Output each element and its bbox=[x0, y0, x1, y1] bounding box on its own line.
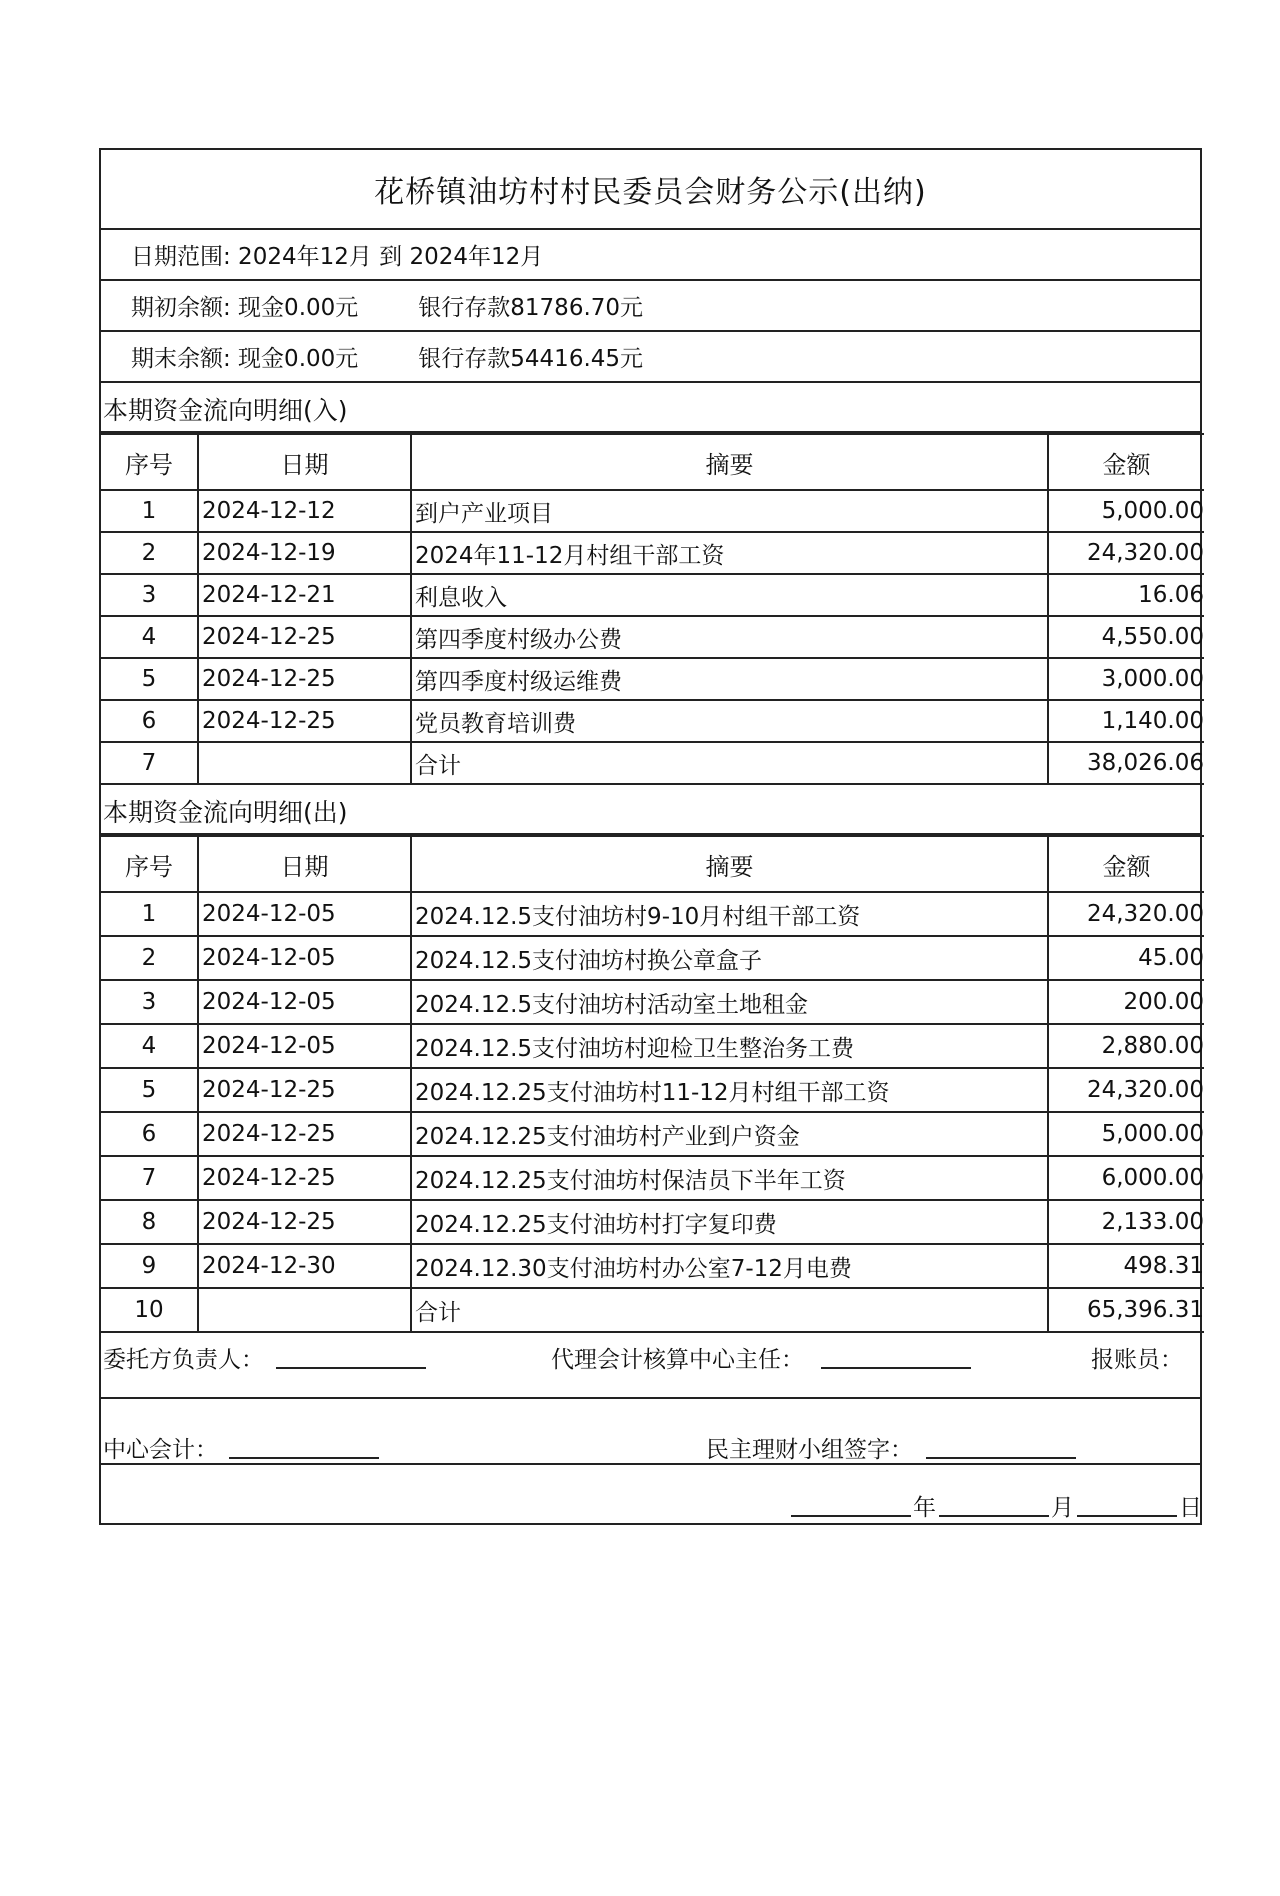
cell-no: 9 bbox=[101, 1244, 198, 1288]
header-no: 序号 bbox=[101, 836, 198, 892]
cell-summary: 2024.12.25支付油坊村打字复印费 bbox=[411, 1200, 1048, 1244]
cell-summary: 合计 bbox=[411, 742, 1048, 784]
opening-bank: 银行存款81786.70元 bbox=[418, 295, 644, 321]
header-summary: 摘要 bbox=[411, 836, 1048, 892]
cell-amount: 5,000.00 bbox=[1048, 1112, 1204, 1156]
cell-summary: 2024.12.25支付油坊村产业到户资金 bbox=[411, 1112, 1048, 1156]
income-table bbox=[101, 433, 1204, 785]
finance-group-signature-line bbox=[926, 1457, 1076, 1459]
cell-no: 7 bbox=[101, 1156, 198, 1200]
table-row bbox=[101, 1068, 1204, 1112]
cell-no: 6 bbox=[101, 700, 198, 742]
cell-amount: 498.31 bbox=[1048, 1244, 1204, 1288]
cell-summary: 2024年11-12月村组干部工资 bbox=[411, 532, 1048, 574]
closing-bank: 银行存款54416.45元 bbox=[418, 346, 644, 372]
cell-summary: 2024.12.25支付油坊村保洁员下半年工资 bbox=[411, 1156, 1048, 1200]
table-row bbox=[101, 490, 1204, 532]
cell-summary: 2024.12.5支付油坊村换公章盒子 bbox=[411, 936, 1048, 980]
cell-amount: 65,396.31 bbox=[1048, 1288, 1204, 1332]
cell-amount: 1,140.00 bbox=[1048, 700, 1204, 742]
cell-date: 2024-12-05 bbox=[198, 1024, 411, 1068]
signature-row-2 bbox=[101, 1399, 1200, 1465]
cell-summary: 2024.12.25支付油坊村11-12月村组干部工资 bbox=[411, 1068, 1048, 1112]
table-row bbox=[101, 936, 1204, 980]
cell-summary: 2024.12.5支付油坊村9-10月村组干部工资 bbox=[411, 892, 1048, 936]
cell-date: 2024-12-21 bbox=[198, 574, 411, 616]
table-row bbox=[101, 892, 1204, 936]
cell-date: 2024-12-25 bbox=[198, 1200, 411, 1244]
table-row bbox=[101, 1288, 1204, 1332]
bookkeeper-label: 报账员： bbox=[1091, 1347, 1183, 1373]
signature-row-1 bbox=[101, 1333, 1200, 1399]
center-accountant-label: 中心会计： bbox=[103, 1437, 218, 1463]
cell-amount: 38,026.06 bbox=[1048, 742, 1204, 784]
header-amount: 金额 bbox=[1048, 434, 1204, 490]
cell-amount: 4,550.00 bbox=[1048, 616, 1204, 658]
header-amount: 金额 bbox=[1048, 836, 1204, 892]
expense-header-row bbox=[101, 836, 1204, 892]
cell-date: 2024-12-05 bbox=[198, 936, 411, 980]
cell-summary: 合计 bbox=[411, 1288, 1048, 1332]
cell-amount: 24,320.00 bbox=[1048, 532, 1204, 574]
opening-balance bbox=[101, 281, 1200, 332]
cell-amount: 200.00 bbox=[1048, 980, 1204, 1024]
income-section-title: 本期资金流向明细(入) bbox=[101, 383, 1200, 433]
cell-amount: 6,000.00 bbox=[1048, 1156, 1204, 1200]
cell-date: 2024-12-19 bbox=[198, 532, 411, 574]
cell-date: 2024-12-25 bbox=[198, 616, 411, 658]
cell-no: 5 bbox=[101, 1068, 198, 1112]
center-accountant-signature-line bbox=[229, 1457, 379, 1459]
cell-summary: 2024.12.30支付油坊村办公室7-12月电费 bbox=[411, 1244, 1048, 1288]
cell-no: 1 bbox=[101, 490, 198, 532]
cell-no: 1 bbox=[101, 892, 198, 936]
table-row bbox=[101, 1156, 1204, 1200]
cell-amount: 24,320.00 bbox=[1048, 1068, 1204, 1112]
date-range bbox=[101, 230, 1200, 281]
cell-amount: 3,000.00 bbox=[1048, 658, 1204, 700]
center-director-signature-line bbox=[821, 1367, 971, 1369]
cell-summary: 2024.12.5支付油坊村迎检卫生整治务工费 bbox=[411, 1024, 1048, 1068]
cell-no: 5 bbox=[101, 658, 198, 700]
year-label: 年 bbox=[913, 1495, 936, 1521]
cell-no: 3 bbox=[101, 574, 198, 616]
cell-summary: 第四季度村级办公费 bbox=[411, 616, 1048, 658]
header-summary: 摘要 bbox=[411, 434, 1048, 490]
cell-date: 2024-12-25 bbox=[198, 1156, 411, 1200]
cell-date bbox=[198, 742, 411, 784]
cell-summary: 党员教育培训费 bbox=[411, 700, 1048, 742]
date-row bbox=[101, 1465, 1200, 1525]
cell-no: 7 bbox=[101, 742, 198, 784]
center-director-label: 代理会计核算中心主任： bbox=[551, 1347, 804, 1373]
table-row bbox=[101, 980, 1204, 1024]
cell-summary: 第四季度村级运维费 bbox=[411, 658, 1048, 700]
principal-signature-line bbox=[276, 1367, 426, 1369]
cell-no: 4 bbox=[101, 1024, 198, 1068]
closing-cash: 期末余额: 现金0.00元 bbox=[131, 346, 359, 372]
finance-group-label: 民主理财小组签字： bbox=[706, 1437, 913, 1463]
cell-summary: 到户产业项目 bbox=[411, 490, 1048, 532]
closing-balance bbox=[101, 332, 1200, 383]
day-label: 日 bbox=[1179, 1495, 1202, 1521]
table-row bbox=[101, 658, 1204, 700]
header-no: 序号 bbox=[101, 434, 198, 490]
cell-date: 2024-12-25 bbox=[198, 1068, 411, 1112]
table-row bbox=[101, 742, 1204, 784]
month-line bbox=[939, 1515, 1049, 1517]
table-row bbox=[101, 1200, 1204, 1244]
header-date: 日期 bbox=[198, 434, 411, 490]
month-label: 月 bbox=[1051, 1495, 1074, 1521]
cell-amount: 2,133.00 bbox=[1048, 1200, 1204, 1244]
cell-no: 2 bbox=[101, 532, 198, 574]
cell-amount: 24,320.00 bbox=[1048, 892, 1204, 936]
year-line bbox=[791, 1515, 911, 1517]
cell-no: 8 bbox=[101, 1200, 198, 1244]
cell-amount: 2,880.00 bbox=[1048, 1024, 1204, 1068]
principal-label: 委托方负责人： bbox=[103, 1347, 264, 1373]
cell-summary: 利息收入 bbox=[411, 574, 1048, 616]
cell-summary: 2024.12.5支付油坊村活动室土地租金 bbox=[411, 980, 1048, 1024]
expense-section-title: 本期资金流向明细(出) bbox=[101, 785, 1200, 835]
cell-date bbox=[198, 1288, 411, 1332]
table-row bbox=[101, 616, 1204, 658]
cell-amount: 16.06 bbox=[1048, 574, 1204, 616]
table-row bbox=[101, 700, 1204, 742]
document-title: 花桥镇油坊村村民委员会财务公示(出纳) bbox=[101, 150, 1200, 230]
cell-date: 2024-12-05 bbox=[198, 980, 411, 1024]
cell-no: 3 bbox=[101, 980, 198, 1024]
cell-amount: 5,000.00 bbox=[1048, 490, 1204, 532]
cell-no: 10 bbox=[101, 1288, 198, 1332]
cell-no: 6 bbox=[101, 1112, 198, 1156]
cell-date: 2024-12-25 bbox=[198, 1112, 411, 1156]
header-date: 日期 bbox=[198, 836, 411, 892]
finance-disclosure-form bbox=[99, 148, 1202, 1525]
cell-date: 2024-12-05 bbox=[198, 892, 411, 936]
cell-no: 4 bbox=[101, 616, 198, 658]
table-row bbox=[101, 1112, 1204, 1156]
date-range-text: 日期范围: 2024年12月 到 2024年12月 bbox=[131, 244, 544, 270]
income-header-row bbox=[101, 434, 1204, 490]
table-row bbox=[101, 1024, 1204, 1068]
cell-date: 2024-12-25 bbox=[198, 658, 411, 700]
cell-date: 2024-12-30 bbox=[198, 1244, 411, 1288]
table-row bbox=[101, 574, 1204, 616]
cell-date: 2024-12-12 bbox=[198, 490, 411, 532]
expense-table bbox=[101, 835, 1204, 1333]
opening-cash: 期初余额: 现金0.00元 bbox=[131, 295, 359, 321]
cell-amount: 45.00 bbox=[1048, 936, 1204, 980]
table-row bbox=[101, 532, 1204, 574]
cell-date: 2024-12-25 bbox=[198, 700, 411, 742]
day-line bbox=[1077, 1515, 1177, 1517]
table-row bbox=[101, 1244, 1204, 1288]
cell-no: 2 bbox=[101, 936, 198, 980]
